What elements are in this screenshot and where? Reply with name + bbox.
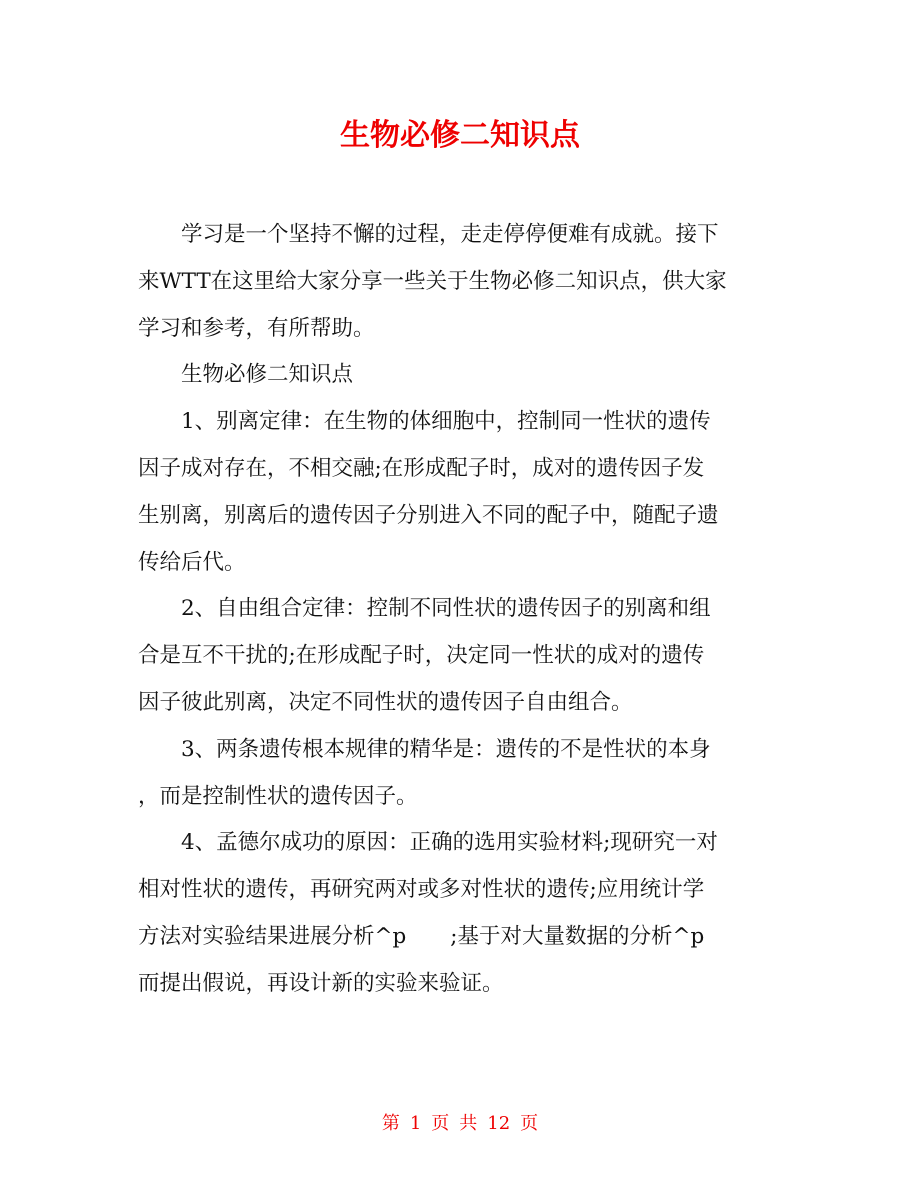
point-4-fragment: ;基于对大量数据的分析^p [450,923,705,949]
point-4-line: 相对性状的遗传，再研究两对或多对性状的遗传;应用统计学 [138,877,705,903]
point-4-line [138,914,783,961]
section-subtitle: 生物必修二知识点 [181,362,354,388]
page-footer [0,1110,920,1138]
intro-line: 来WTT在这里给大家分享一些关于生物必修二知识点，供大家 [138,268,727,294]
intro-line: 学习是一个坚持不懈的过程，走走停停便难有成就。接下 [181,222,719,247]
footer-label-total: 共 [459,1113,478,1134]
document-title: 生物必修二知识点 [340,118,580,153]
point-1-line: 因子成对存在，不相交融;在形成配子时，成对的遗传因子发 [138,455,705,481]
footer-page-number: 1 [409,1113,422,1134]
footer-label-total-unit: 页 [520,1113,539,1134]
point-1-line: 传给后代。 [138,549,246,575]
intro-line: 学习和参考，有所帮助。 [138,315,375,341]
point-2-line: 因子彼此别离，决定不同性状的遗传因子自由组合。 [138,689,633,715]
document-body [138,212,783,1008]
point-1-line: 1、别离定律：在生物的体细胞中，控制同一性状的遗传 [181,409,711,435]
point-4-fragment: 方法对实验结果进展分析^p [138,923,407,949]
point-4-line: 4、孟德尔成功的原因：正确的选用实验材料;现研究一对 [181,830,718,856]
point-2-line: 合是互不干扰的;在形成配子时，决定同一性状的成对的遗传 [138,643,705,669]
point-3-line: 3、两条遗传根本规律的精华是：遗传的不是性状的本身 [181,736,711,762]
footer-label-page-unit: 页 [431,1113,450,1134]
point-3-line: ，而是控制性状的遗传因子。 [138,783,418,809]
point-2-line: 2、自由组合定律：控制不同性状的遗传因子的别离和组 [181,596,711,622]
footer-total-pages: 12 [487,1113,511,1134]
point-1-line: 生别离，别离后的遗传因子分别进入不同的配子中，随配子遗 [138,502,719,528]
point-4-line: 而提出假说，再设计新的实验来验证。 [138,970,504,996]
footer-label-page: 第 [381,1113,400,1134]
